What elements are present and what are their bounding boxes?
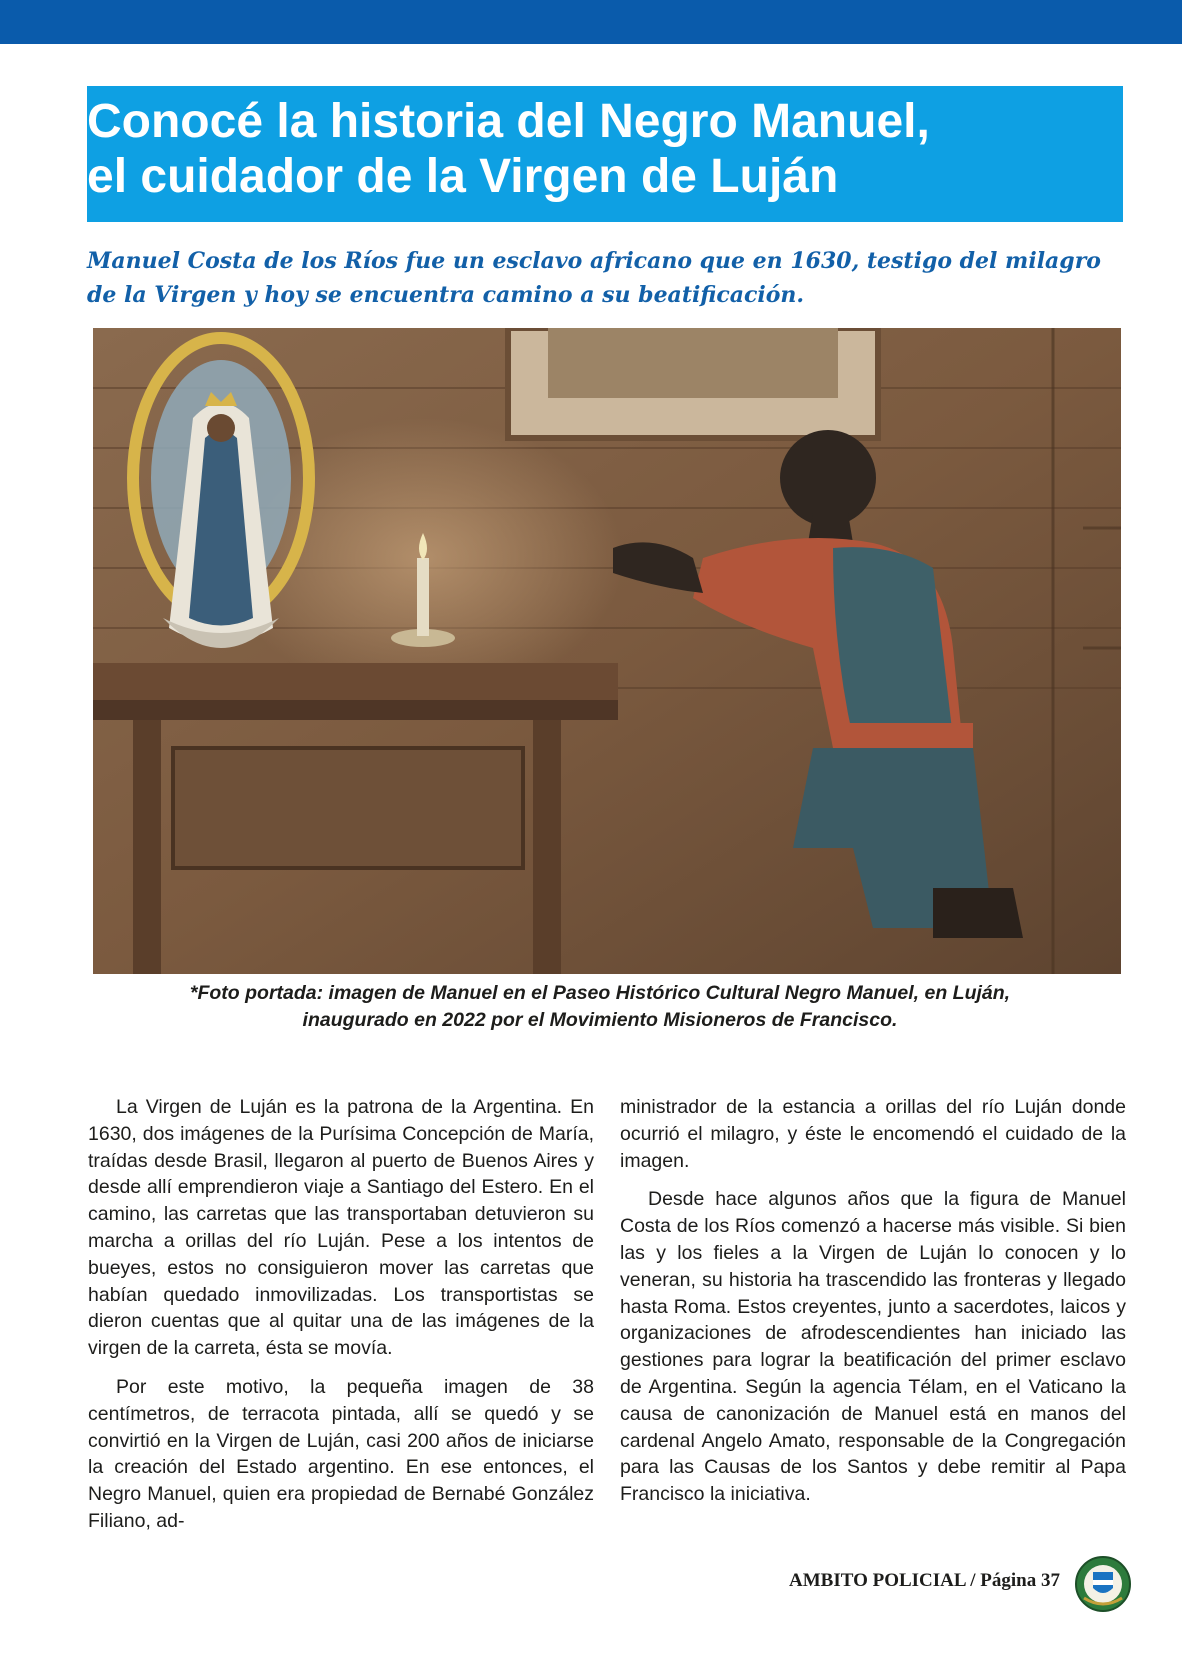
caption-line-1: *Foto portada: imagen de Manuel en el Paseo Histórico Cultural Negro Manuel, en Luján, [189,982,1011,1004]
photo-caption [100,980,1100,1034]
mural-illustration [93,328,1121,974]
subtitle-line-1: Manuel Costa de los Ríos fue un esclavo africano que en 1630, testigo del milagro [87,248,1101,274]
article-column-right [620,1094,1126,1520]
paragraph-1: La Virgen de Luján es la patrona de la Argentina. En 1630, dos imágenes de la Purísima Concepción de María, traídas desde Brasil, llegaron al puerto de Buenos Aires y desde allí emprendieron viaje a Santiago del Estero. En el camino, las carretas que las transportaban detuvieron su marcha a orillas del río Luján. Pese a los intentos de bueyes, estos no consiguieron mover las carretas que habían quedado inmovilizadas. Los transportistas se dieron cuentas que al quitar una de las imágenes de la virgen de la carreta, ésta se movía. [88,1096,594,1360]
paragraph-3: ministrador de la estancia a orillas del río Luján donde ocurrió el milagro, y éste le encomendó el cuidado de la imagen. [620,1096,1126,1172]
title-banner [87,86,1123,222]
subtitle-line-2: de la Virgen y hoy se encuentra camino a su beatificación. [87,282,805,308]
police-shield-emblem-icon [1074,1554,1132,1614]
subtitle [87,244,1127,312]
top-bar [0,0,1182,44]
paragraph-4: Desde hace algunos años que la figura de Manuel Costa de los Ríos comenzó a hacerse más visible. Si bien las y los fieles a la Virgen de Luján lo conocen y lo veneran, su historia ha trascendido las fronteras y llegado hasta Roma. Estos creyentes, junto a sacerdotes, laicos y organizaciones de afrodescendientes han iniciado las gestiones para lograr la beatificación del primer esclavo de Argentina. Según la agencia Télam, en el Vaticano la causa de canonización de Manuel está en manos del cardenal Angelo Amato, responsable de la Congregación para las Causas de los Santos y debe remitir al Papa Francisco la iniciativa. [620,1188,1126,1506]
page-title-line-2: el cuidador de la Virgen de Luján [87,150,839,203]
page-title-line-1: Conocé la historia del Negro Manuel, [87,95,930,148]
caption-line-2: inaugurado en 2022 por el Movimiento Misioneros de Francisco. [302,1009,898,1031]
cover-photo [93,328,1121,974]
page-footer: AMBITO POLICIAL / Página 37 [789,1570,1060,1591]
article-column-left [88,1094,594,1547]
paragraph-2: Por este motivo, la pequeña imagen de 38 centímetros, de terracota pintada, allí se quedó y se convirtió en la Virgen de Luján, casi 200 años de iniciarse la creación del Estado argentino. En ese entonces, el Negro Manuel, quien era propiedad de Bernabé González Filiano, ad- [88,1375,594,1532]
